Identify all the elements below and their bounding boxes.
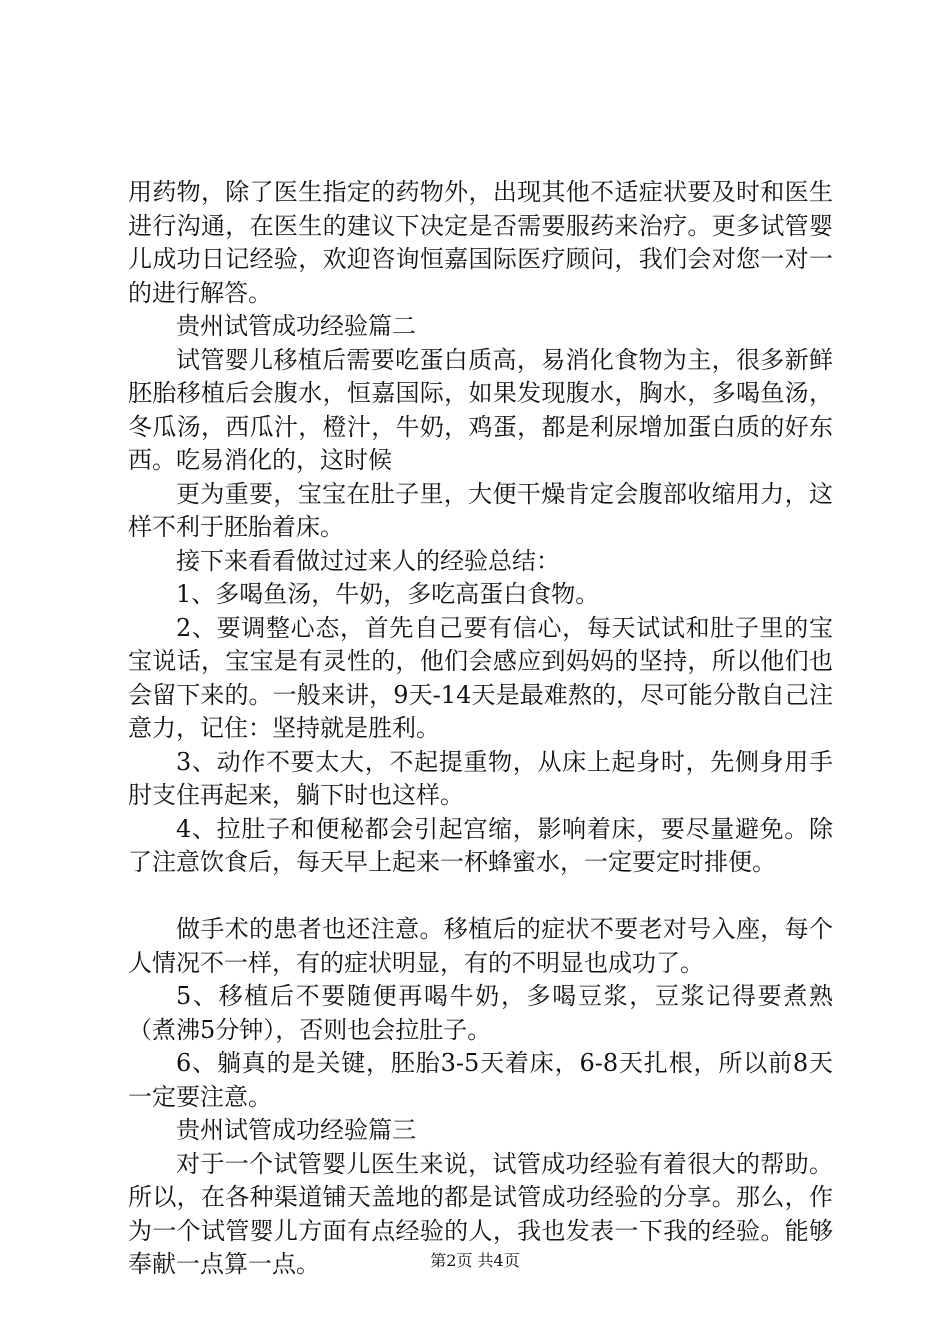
paragraph: 做手术的患者也还注意。移植后的症状不要老对号入座，每个人情况不一样，有的症状明显，有的不明显也成功了。 xyxy=(128,915,833,977)
list-item-4: 4、拉肚子和便秘都会引起宫缩，影响着床，要尽量避免。除了注意饮食后，每天早上起来一杯蜂蜜水，一定要定时排便。 xyxy=(128,814,833,876)
list-item-5: 5、移植后不要随便再喝牛奶，多喝豆浆，豆浆记得要煮熟（煮沸5分钟），否则也会拉肚子。 xyxy=(128,982,833,1044)
list-item-3: 3、动作不要太大，不起提重物，从床上起身时，先侧身用手肘支住再起来，躺下时也这样。 xyxy=(128,747,833,809)
list-item-6: 6、躺真的是关键，胚胎3-5天着床，6-8天扎根，所以前8天一定要注意。 xyxy=(128,1049,833,1111)
section-heading-part-two: 贵州试管成功经验篇二 xyxy=(176,312,416,340)
paragraph-continued: 用药物，除了医生指定的药物外，出现其他不适症状要及时和医生进行沟通，在医生的建议下决定是否需要服药来治疗。更多试管婴儿成功日记经验，欢迎咨询恒嘉国际医疗顾问，我们会对您一对一的进行解答。 xyxy=(128,178,833,307)
section-heading-part-three: 贵州试管成功经验篇三 xyxy=(176,1116,416,1144)
paragraph: 对于一个试管婴儿医生来说，试管成功经验有着很大的帮助。所以，在各种渠道铺天盖地的都是试管成功经验的分享。那么，作为一个试管婴儿方面有点经验的人，我也发表一下我的经验。能够奉献一点算一点。 xyxy=(128,1149,833,1278)
paragraph: 更为重要，宝宝在肚子里，大便干燥肯定会腹部收缩用力，这样不利于胚胎着床。 xyxy=(128,479,833,541)
document-body xyxy=(128,176,833,1282)
list-item-2: 2、要调整心态，首先自己要有信心，每天试试和肚子里的宝宝说话，宝宝是有灵性的，他们会感应到妈妈的坚持，所以他们也会留下来的。一般来讲，9天-14天是最难熬的，尽可能分散自己注意力，记住：坚持就是胜利。 xyxy=(128,613,833,742)
blank-line xyxy=(128,880,833,914)
paragraph: 试管婴儿移植后需要吃蛋白质高，易消化食物为主，很多新鲜胚胎移植后会腹水，恒嘉国际，如果发现腹水，胸水，多喝鱼汤，冬瓜汤，西瓜汁，橙汁，牛奶，鸡蛋，都是利尿增加蛋白质的好东西。吃易消化的，这时候 xyxy=(128,345,833,474)
list-item-1: 1、多喝鱼汤，牛奶，多吃高蛋白食物。 xyxy=(176,580,600,608)
paragraph: 接下来看看做过过来人的经验总结： xyxy=(176,546,560,575)
page-footer: 第2页 共4页 xyxy=(430,1251,520,1270)
